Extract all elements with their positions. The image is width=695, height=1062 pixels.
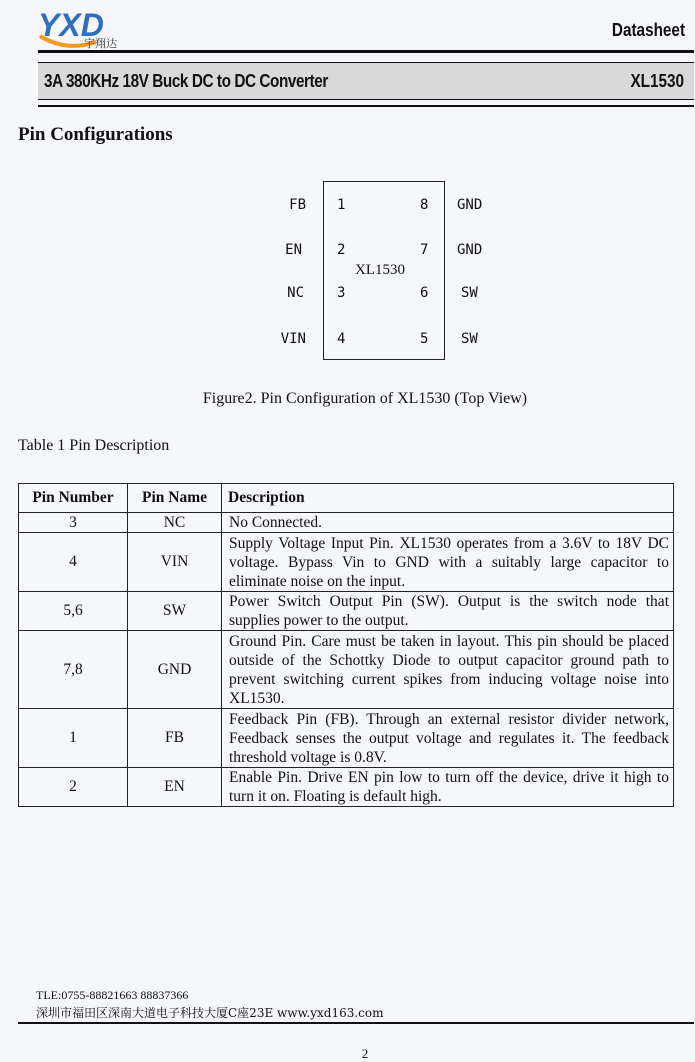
cell-pin-number: 7,8	[19, 631, 128, 709]
header-pin-name: Pin Name	[128, 484, 222, 513]
header-pin-number: Pin Number	[19, 484, 128, 513]
pin-name-left-4: VIN	[280, 331, 306, 347]
cell-pin-number: 5,6	[19, 592, 128, 631]
chip-label: XL1530	[355, 262, 405, 278]
table-row	[19, 513, 674, 533]
document-title: 3A 380KHz 18V Buck DC to DC Converter	[44, 71, 328, 91]
logo-letters: YXD	[38, 7, 104, 43]
table-row	[19, 709, 674, 768]
cell-pin-number: 2	[19, 768, 128, 807]
pin-num-4: 4	[337, 331, 346, 347]
pin-num-8: 8	[420, 197, 429, 213]
table-header-row	[19, 484, 674, 513]
page-number: 2	[361, 1046, 369, 1061]
cell-pin-name: FB	[128, 709, 222, 768]
cell-pin-name: SW	[128, 592, 222, 631]
logo-chinese-text: 宇翔达	[84, 37, 117, 50]
figure-caption: Figure2. Pin Configuration of XL1530 (Top View)	[202, 390, 528, 407]
pin-name-right-5: SW	[461, 331, 478, 347]
pin-name-left-1: FB	[289, 197, 306, 213]
cell-pin-number: 3	[19, 513, 128, 533]
cell-description: Enable Pin. Drive EN pin low to turn off the device, drive it high to turn it on. Floating is default high.	[222, 768, 674, 807]
table-row	[19, 768, 674, 807]
cell-description: No Connected.	[222, 513, 674, 533]
footer-phone: TLE:0755-88821663 88837366	[36, 988, 189, 1002]
cell-pin-number: 4	[19, 533, 128, 592]
pin-name-left-2: EN	[285, 242, 302, 258]
table-row	[19, 631, 674, 709]
table-caption: Table 1 Pin Description	[18, 437, 170, 454]
header-description: Description	[222, 484, 674, 513]
cell-pin-name: NC	[128, 513, 222, 533]
table-row	[19, 592, 674, 631]
cell-description: Supply Voltage Input Pin. XL1530 operates from a 3.6V to 18V DC voltage. Bypass Vin to GND with a suitably large capacitor to eliminate noise on the input.	[222, 533, 674, 592]
header-rule	[38, 50, 694, 53]
cell-description: Power Switch Output Pin (SW). Output is the switch node that supplies power to the output.	[222, 592, 674, 631]
cell-pin-name: VIN	[128, 533, 222, 592]
pin-name-left-3: NC	[287, 285, 304, 301]
title-rule	[38, 105, 694, 107]
pin-num-2: 2	[337, 242, 346, 258]
pin-name-right-7: GND	[457, 242, 483, 258]
pin-num-1: 1	[337, 197, 346, 213]
pin-name-right-8: GND	[457, 197, 483, 213]
cell-description: Feedback Pin (FB). Through an external resistor divider network, Feedback senses the output voltage and regulates it. The feedback threshold voltage is 0.8V.	[222, 709, 674, 768]
section-title: Pin Configurations	[18, 124, 173, 145]
footer-rule	[18, 1022, 694, 1024]
pin-num-7: 7	[420, 242, 429, 258]
cell-description: Ground Pin. Care must be taken in layout. This pin should be placed outside of the Schottky Diode to output capacitor ground path to prevent switching current spikes from inducing voltage noise into XL1530.	[222, 631, 674, 709]
part-number: XL1530	[630, 71, 684, 91]
cell-pin-name: GND	[128, 631, 222, 709]
doc-type-label: Datasheet	[611, 20, 685, 40]
title-bar	[38, 62, 694, 100]
pin-num-3: 3	[337, 285, 346, 301]
footer-address: 深圳市福田区深南大道电子科技大厦C座23E www.yxd163.com	[36, 1006, 384, 1020]
cell-pin-name: EN	[128, 768, 222, 807]
table-row	[19, 533, 674, 592]
cell-pin-number: 1	[19, 709, 128, 768]
pin-num-5: 5	[420, 331, 429, 347]
pin-description-table	[18, 483, 674, 807]
pin-name-right-6: SW	[461, 285, 478, 301]
pin-num-6: 6	[420, 285, 429, 301]
